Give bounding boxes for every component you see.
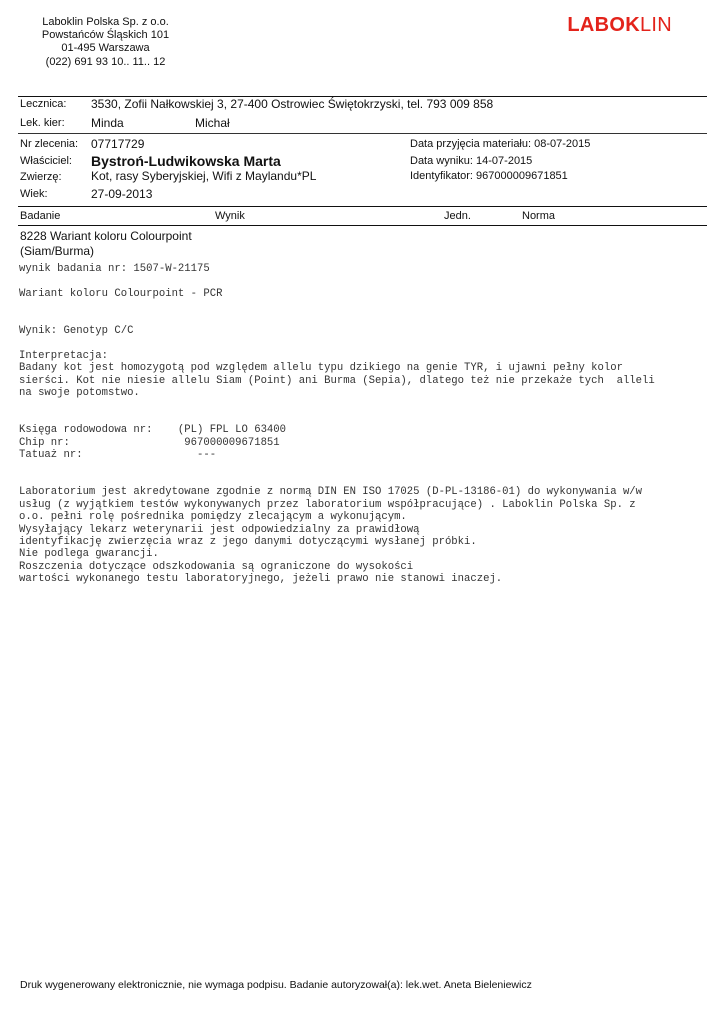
lab-address-line: Powstańców Śląskich 101 [41, 29, 170, 42]
owner-label: Właściciel: [20, 155, 72, 167]
animal-label: Zwierzę: [20, 171, 62, 183]
owner-name: Bystroń-Ludwikowska Marta [91, 153, 281, 169]
laboklin-logo [567, 14, 672, 37]
column-header-norm: Norma [522, 210, 556, 222]
clinic-label: Lecznica: [20, 98, 67, 110]
table-header-rule [18, 225, 707, 226]
section-divider [18, 133, 707, 134]
logo-bold: LABOK [567, 14, 640, 36]
lab-address-line: 01-495 Warszawa [61, 42, 150, 55]
doctor-label: Lek. kier: [20, 117, 65, 129]
order-label: Nr zlecenia: [20, 138, 79, 150]
clinic-value: 3530, Zofii Nałkowskiej 3, 27-400 Ostrowiec Świętokrzyski, tel. 793 009 858 [91, 97, 494, 111]
lab-address [38, 16, 173, 69]
test-title [20, 229, 192, 258]
footer-note: Druk wygenerowany elektronicznie, nie wymaga podpisu. Badanie autoryzował(a): lek.wet. Aneta Bieleniewicz [20, 979, 532, 991]
result-date: Data wyniku: 14-07-2015 [410, 155, 533, 167]
table-top-rule [18, 206, 707, 207]
doctor-first-name: Minda [91, 116, 124, 130]
identifier: Identyfikator: 967000009671851 [410, 170, 568, 182]
received-date: Data przyjęcia materiału: 08-07-2015 [410, 138, 591, 150]
report-body: wynik badania nr: 1507-W-21175 Wariant koloru Colourpoint - PCR Wynik: Genotyp C/C Interpretacja: Badany kot jest homozygotą pod względem allelu typu dzikiego na genie TYR, i ujawni pełny kolor sierści. Kot nie niesie allelu Siam (Point) ani Burma (Sepia), dlatego też nie przekaże tych alleli na swoje potomstwo. Księga rodowodowa nr: (PL) FPL LO 63400 Chip nr: 967000009671851 Tatuaż nr: --- Laboratorium jest akredytowane zgodnie z normą DIN EN ISO 17025 (D-PL-13186-01) do wykonywania w/w usług (z wyjątkiem testów wykonywanych przez laboratorium współpracujące) . Laboklin Polska Sp. z o.o. pełni rolę pośrednika pomiędzy zlecającym a wykonującym. Wysyłający lekarz weterynarii jest odpowiedzialny za prawidłową identyfikację zwierzęcia wraz z jego danymi dotyczącymi wysłanej próbki. Nie podlega gwarancji. Roszczenia dotyczące odszkodowania są ograniczone do wysokości wartości wykonanego testu laboratoryjnego, jeżeli prawo nie stanowi inaczej. [19, 263, 655, 586]
lab-address-line: Laboklin Polska Sp. z o.o. [42, 16, 169, 28]
lab-address-line: (022) 691 93 10.. 11.. 12 [45, 55, 166, 68]
doctor-last-name: Michał [195, 116, 230, 130]
column-header-unit: Jedn. [444, 210, 471, 222]
column-header-test: Badanie [20, 210, 61, 222]
column-header-result: Wynik [215, 210, 245, 222]
test-title-line: (Siam/Burma) [20, 243, 95, 258]
test-title-line: 8228 Wariant koloru Colourpoint [20, 229, 192, 243]
birth-date: 27-09-2013 [91, 187, 153, 201]
animal-description: Kot, rasy Syberyjskiej, Wifi z Maylandu*PL [91, 169, 317, 183]
order-number: 07717729 [91, 137, 145, 151]
age-label: Wiek: [20, 188, 48, 200]
logo-light: LIN [639, 14, 672, 36]
